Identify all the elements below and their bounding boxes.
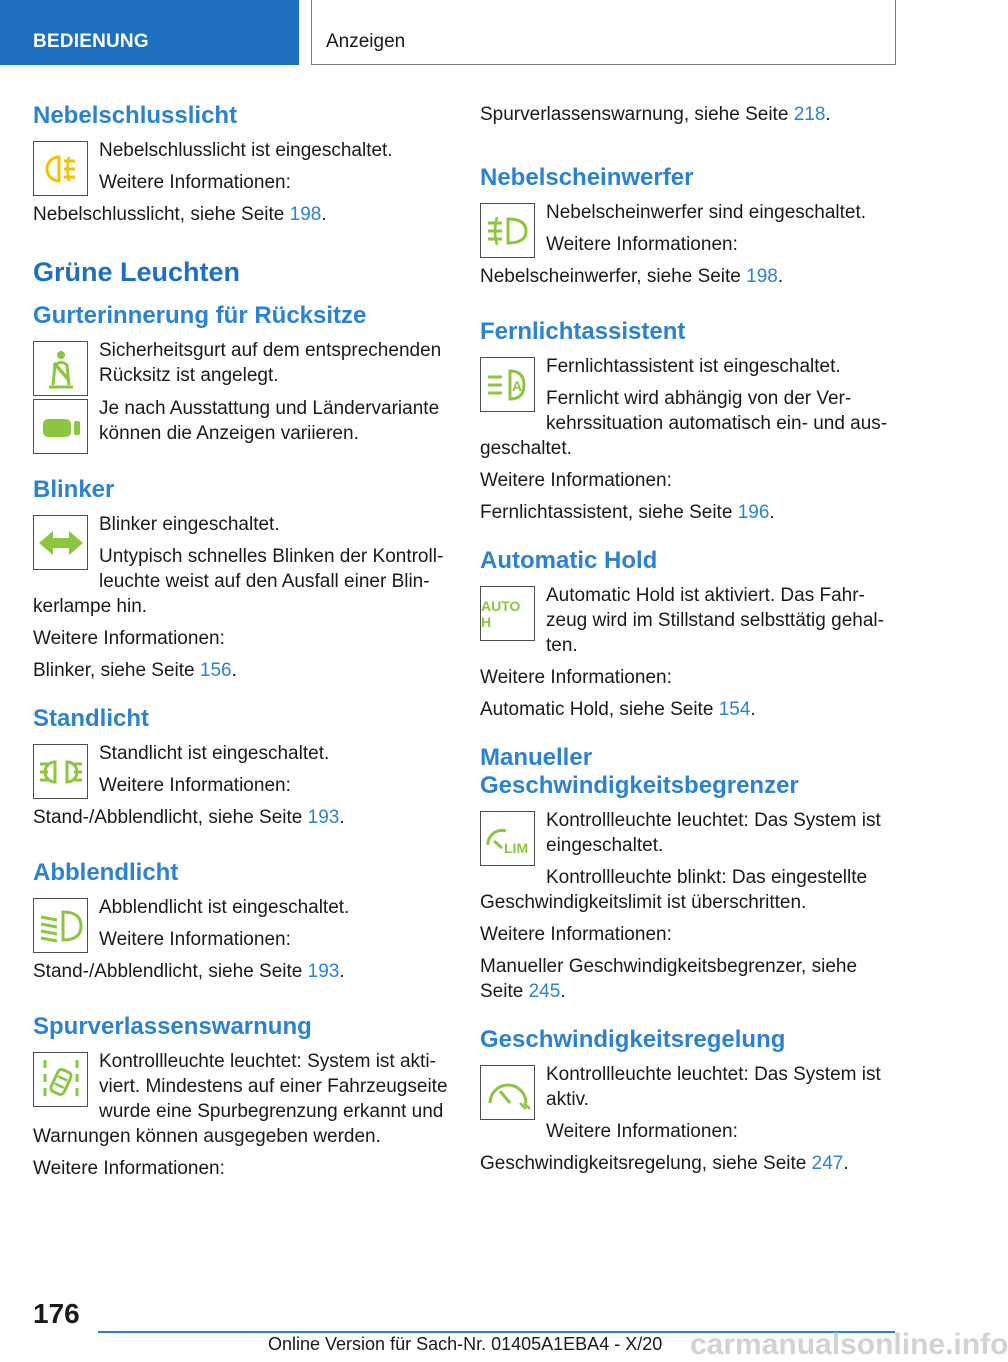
text: Weitere Informationen: [480, 470, 672, 491]
text: Weitere Informationen: [99, 775, 291, 796]
footer-note: Online Version für Sach-Nr. 01405A1EBA4 - X/20 [268, 1334, 663, 1354]
text: Sicherheitsgurt auf dem entsprechenden Rücksitz ist angelegt. [99, 340, 442, 386]
section-geschwindigkeitsregelung [480, 1026, 892, 1176]
page-link[interactable]: 198 [746, 266, 778, 287]
text: Nebelschlusslicht, siehe Seite 198. [33, 204, 327, 225]
text: Weitere Informationen: [480, 924, 672, 945]
section-nebelscheinwerfer [480, 164, 892, 296]
watermark: carmanualsonline.info [690, 1328, 1008, 1361]
heading-geschwindigkeitsregelung: Geschwindigkeitsregelung [480, 1026, 786, 1053]
page-link[interactable]: 198 [289, 204, 322, 225]
heading-blinker: Blinker [33, 476, 115, 503]
text: Weitere Informationen: [99, 172, 291, 193]
low-beam-icon [33, 898, 88, 953]
text: Je nach Ausstattung und Ländervariante können die Anzeigen variieren. [99, 398, 440, 444]
text: Standlicht ist eingeschaltet. [99, 743, 330, 764]
text: Stand-/Abblendlicht, siehe Seite 193. [33, 961, 345, 982]
text: Kontrollleuchte leuchtet: System ist aktiviert. Mindestens auf einer Fahrzeugseite wurde eine Spurbegrenzung erkannt und Warnungen können ausgegeben werden. [33, 1051, 448, 1147]
text: Fernlichtassistent ist eingeschaltet. [546, 356, 841, 377]
auto-hold-icon: AUTO H [480, 586, 535, 641]
seatbelt-icon [33, 341, 88, 396]
heading-abblendlicht: Abblendlicht [33, 859, 179, 886]
text: Untypisch schnelles Blinken der Kontrollleuchte weist auf den Ausfall einer Blinkerlampe hin. [33, 546, 444, 617]
text: Weitere Informationen: [33, 1158, 225, 1179]
section-standlicht [33, 705, 449, 837]
page-link[interactable]: 193 [307, 807, 340, 828]
text: Weitere Informationen: [33, 628, 225, 649]
text: Weitere Informationen: [99, 929, 291, 950]
section-automatic-hold [480, 547, 892, 722]
high-beam-assist-icon [480, 357, 535, 412]
text: Blinker, siehe Seite 156. [33, 660, 237, 681]
text: Weitere Informationen: [546, 1121, 738, 1142]
text: Automatic Hold, siehe Seite 154. [480, 699, 756, 720]
page-link[interactable]: 196 [737, 502, 770, 523]
svg-text:A: A [511, 377, 522, 394]
text: Fernlichtassistent, siehe Seite 196. [480, 502, 775, 523]
section-nebelschlusslicht [33, 102, 449, 234]
text: Nebelscheinwerfer sind eingeschaltet. [546, 202, 867, 223]
text: Automatic Hold ist aktiviert. Das Fahrzeug wird im Stillstand selbsttätig gehalten. [546, 585, 884, 656]
section-gurterinnerung [33, 302, 449, 454]
heading-standlicht: Standlicht [33, 705, 150, 732]
text: Nebelscheinwerfer, siehe Seite 198. [480, 266, 784, 287]
text: Weitere Informationen: [480, 667, 672, 688]
heading-fernlichtassistent: Fernlichtassistent [480, 318, 686, 345]
heading-nebelscheinwerfer: Nebelscheinwerfer [480, 164, 694, 191]
text: Kontrollleuchte leuchtet: Das System ist eingeschaltet. [546, 810, 881, 856]
lane-departure-icon [33, 1052, 88, 1107]
text: Manueller Geschwindigkeitsbegrenzer, siehe Seite 245. [480, 956, 858, 1002]
page-link[interactable]: 154 [718, 699, 751, 720]
text: Spurverlassenswarnung, siehe Seite 218. [480, 104, 831, 125]
heading-geschwindigkeitsbegrenzer: Manueller Geschwindigkeitsbegrenzer [480, 744, 799, 799]
speed-limiter-icon [480, 811, 535, 866]
heading-gurterinnerung: Gurterinnerung für Rücksitze [33, 302, 367, 329]
heading-automatic-hold: Automatic Hold [480, 547, 658, 574]
rear-fog-light-icon [33, 141, 88, 196]
left-column [33, 102, 449, 1203]
rear-seat-icon [33, 399, 88, 454]
page-link[interactable]: 193 [307, 961, 340, 982]
section-abblendlicht [33, 859, 449, 991]
heading-spurverlassenswarnung: Spurverlassenswarnung [33, 1013, 312, 1040]
section-tab [0, 0, 299, 65]
text: Geschwindigkeitsregelung, siehe Seite 247. [480, 1153, 849, 1174]
page-link[interactable]: 245 [528, 981, 561, 1002]
page-link[interactable]: 218 [793, 104, 826, 125]
turn-signal-icon [33, 515, 88, 570]
section-spurverlassenswarnung [33, 1013, 449, 1181]
section-fernlichtassistent [480, 318, 892, 525]
section-label: BEDIENUNG [33, 31, 149, 52]
heading-gruene-leuchten: Grüne Leuchten [33, 257, 241, 287]
text: Stand-/Abblendlicht, siehe Seite 193. [33, 807, 345, 828]
svg-text:LIM: LIM [503, 839, 528, 856]
front-fog-light-icon [480, 203, 535, 258]
text: Nebelschlusslicht ist eingeschaltet. [99, 140, 393, 161]
text: Weitere Informationen: [546, 234, 738, 255]
page-number: 176 [33, 1298, 80, 1329]
text: Blinker eingeschaltet. [99, 514, 280, 535]
section-geschwindigkeitsbegrenzer [480, 744, 892, 1004]
page-link[interactable]: 156 [199, 660, 232, 681]
heading-nebelschlusslicht: Nebelschlusslicht [33, 102, 238, 129]
topic-label: Anzeigen [326, 31, 406, 52]
section-blinker [33, 476, 449, 683]
text: Kontrollleuchte leuchtet: Das System ist aktiv. [546, 1064, 881, 1110]
text: Kontrollleuchte blinkt: Das eingestellte Geschwindigkeitslimit ist überschritten. [480, 867, 868, 913]
page-link[interactable]: 247 [811, 1153, 844, 1174]
text: Fernlicht wird abhängig von der Verkehrssituation automatisch ein- und ausgeschaltet. [480, 388, 888, 459]
text: Abblendlicht ist eingeschaltet. [99, 897, 350, 918]
parking-light-icon [33, 744, 88, 799]
cruise-control-icon [480, 1065, 535, 1120]
topic-tab [311, 0, 896, 65]
right-column [480, 102, 892, 1198]
